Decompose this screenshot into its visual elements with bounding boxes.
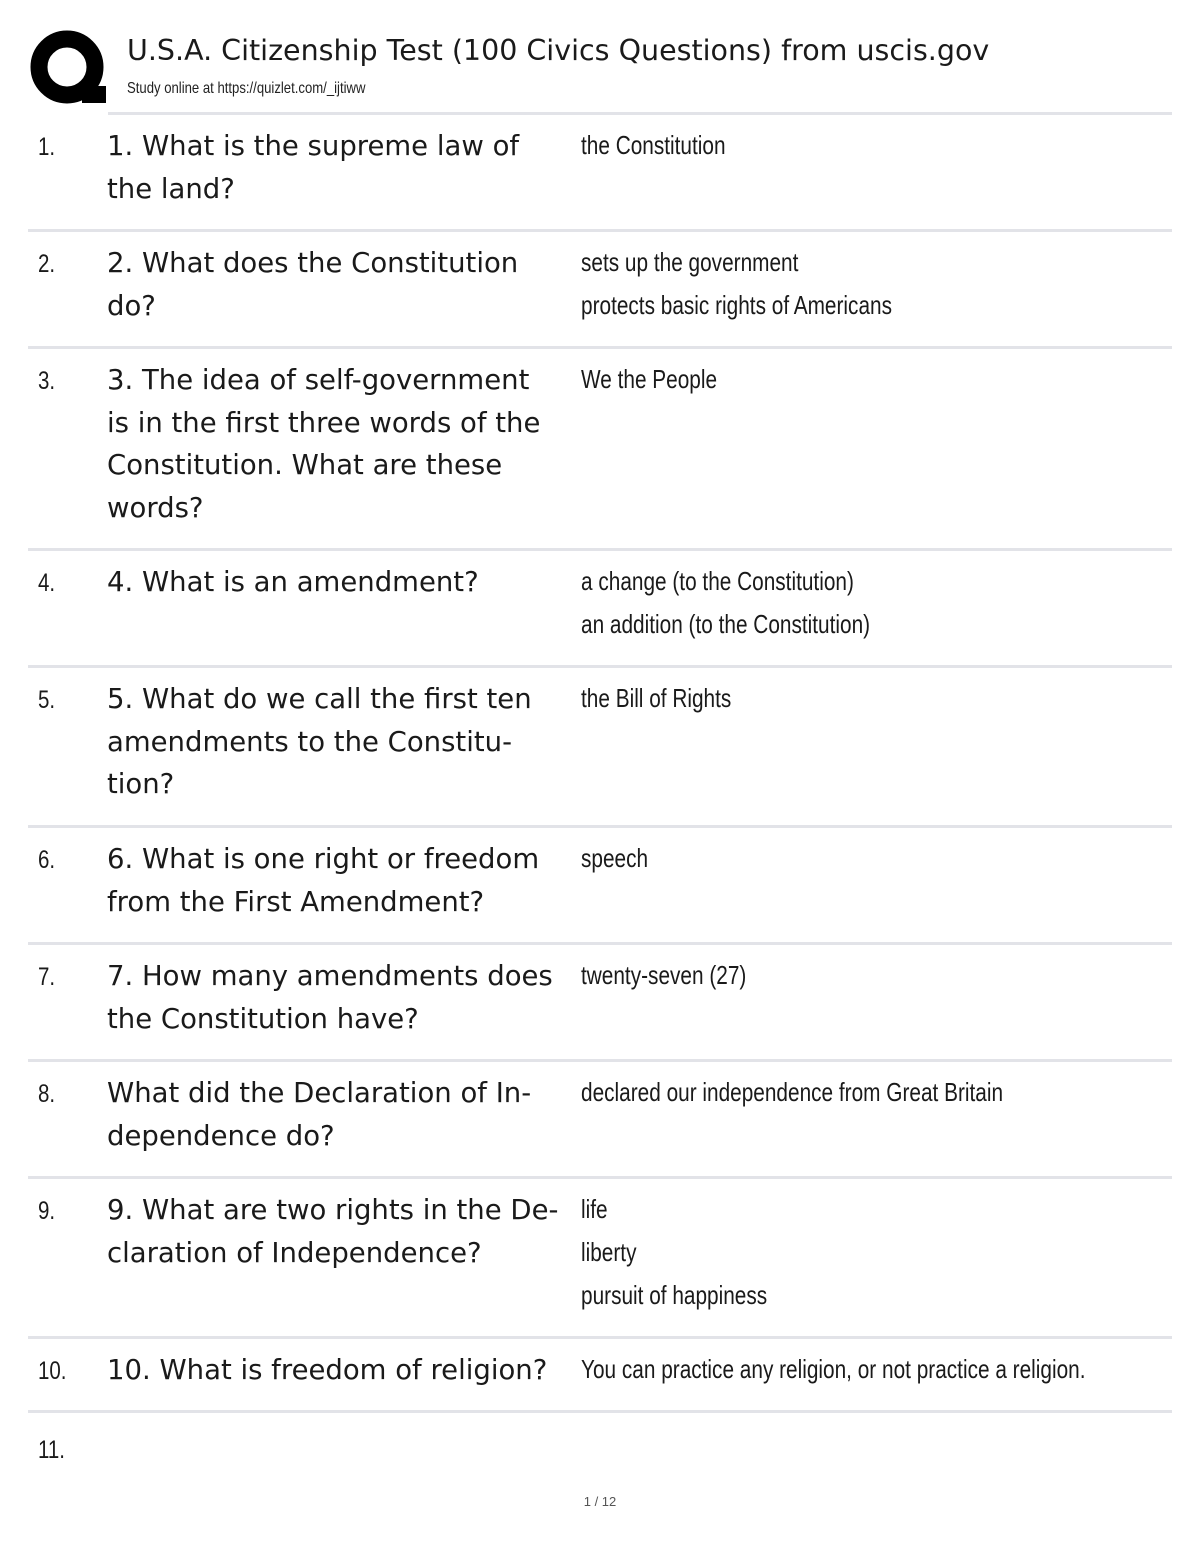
card-definition [581,358,1141,401]
definition-line: protects basic rights of Americans [581,290,892,320]
definition-line: the Constitution [581,130,726,160]
card-term: 6. What is one right or freedom from the First Amendment? [107,843,540,918]
card-definition [581,124,1141,167]
card-term: 5. What do we call the first ten amendments to the Constitu- tion? [107,683,532,800]
card-definition [581,677,1141,720]
definition-line: twenty-seven (27) [581,960,747,990]
card-term: What did the Declaration of In- dependence do? [107,1077,532,1152]
card-definition [581,837,1141,880]
card-number: 3. [38,367,56,395]
page-header [30,30,1172,112]
card-term: 7. How many amendments does the Constitution have? [107,960,553,1035]
card-definition [581,241,1141,327]
card-term: 1. What is the supreme law of the land? [107,130,520,205]
study-online-link[interactable]: Study online at https://quizlet.com/_ijtiww [127,80,366,97]
card-number: 4. [38,569,56,597]
card-number: 11. [38,1436,65,1464]
flashcard-row [28,1339,1172,1413]
definition-line: You can practice any religion, or not practice a religion. [581,1354,1086,1384]
card-term: 9. What are two rights in the De- claration of Independence? [107,1194,559,1269]
document-title: U.S.A. Citizenship Test (100 Civics Questions) from uscis.gov [127,34,990,67]
card-number: 5. [38,686,56,714]
page-indicator: 1 / 12 [583,1494,617,1509]
card-term: 10. What is freedom of religion? [107,1354,548,1386]
card-definition [581,560,1141,646]
card-term: 2. What does the Constitution do? [107,247,519,322]
definition-line: speech [581,843,649,873]
card-definition [581,954,1141,997]
card-number: 1. [38,133,56,161]
flashcard-row [28,349,1172,551]
definition-line: an addition (to the Constitution) [581,609,871,639]
card-number: 7. [38,963,56,991]
card-number: 2. [38,250,56,278]
flashcard-row [28,945,1172,1062]
flashcard-list [28,115,1172,1487]
flashcard-row [28,115,1172,232]
definition-line: life [581,1194,608,1224]
flashcard-row [28,1413,1172,1487]
definition-line: a change (to the Constitution) [581,566,854,596]
card-number: 6. [38,846,56,874]
card-definition [581,1348,1141,1391]
card-definition [581,1188,1141,1317]
flashcard-row [28,828,1172,945]
definition-line: liberty [581,1237,637,1267]
card-term: 4. What is an amendment? [107,566,479,598]
flashcard-row [28,668,1172,828]
definition-line: pursuit of happiness [581,1280,768,1310]
definition-line: the Bill of Rights [581,683,732,713]
quizlet-logo-icon [30,30,108,108]
flashcard-row [28,551,1172,668]
card-number: 8. [38,1080,56,1108]
definition-line: declared our independence from Great Britain [581,1077,1004,1107]
card-term: 3. The idea of self-government is in the first three words of the Constitution. What are these words? [107,364,541,524]
card-number: 9. [38,1197,56,1225]
definition-line: We the People [581,364,718,394]
flashcard-row [28,1062,1172,1179]
flashcard-row [28,232,1172,349]
flashcard-row [28,1179,1172,1339]
card-number: 10. [38,1357,67,1385]
definition-line: sets up the government [581,247,799,277]
card-definition [581,1071,1141,1114]
